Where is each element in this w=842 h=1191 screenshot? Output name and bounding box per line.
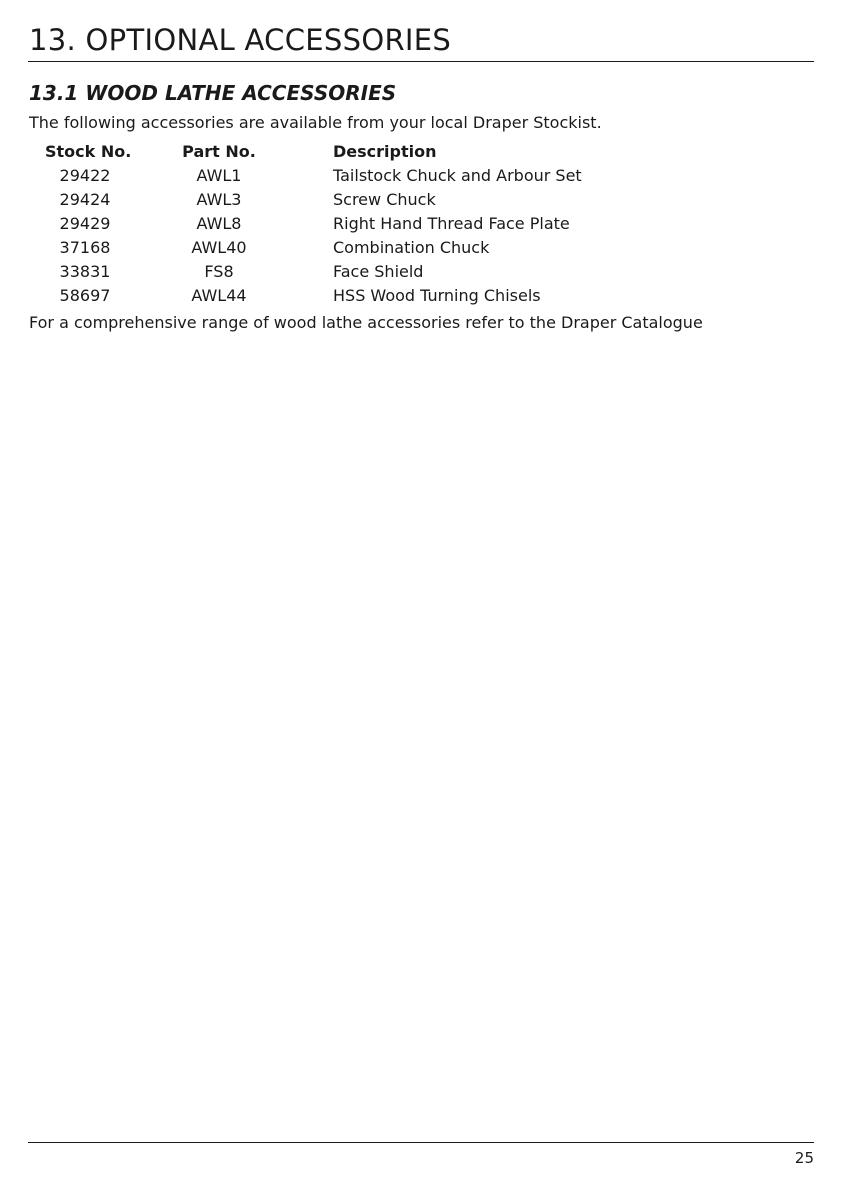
page-number: 25 <box>794 1149 814 1167</box>
header-description: Description <box>333 142 437 161</box>
table-row <box>29 236 749 260</box>
cell-stock-no: 58697 <box>59 286 111 305</box>
cell-part-no: AWL8 <box>196 214 242 233</box>
header-part-no: Part No. <box>182 142 256 161</box>
header-stock-no: Stock No. <box>45 142 132 161</box>
table-row <box>29 212 749 236</box>
cell-stock-no: 29422 <box>59 166 111 185</box>
page-title: 13. OPTIONAL ACCESSORIES <box>29 23 452 57</box>
cell-description: Face Shield <box>333 262 424 281</box>
cell-stock-no: 33831 <box>59 262 111 281</box>
table-row <box>29 260 749 284</box>
cell-description: Combination Chuck <box>333 238 490 257</box>
cell-part-no: AWL1 <box>196 166 242 185</box>
intro-text: The following accessories are available from your local Draper Stockist. <box>29 113 602 132</box>
cell-part-no: AWL44 <box>191 286 247 305</box>
table-row <box>29 284 749 308</box>
cell-stock-no: 29424 <box>59 190 111 209</box>
catalogue-note: For a comprehensive range of wood lathe accessories refer to the Draper Catalogue <box>29 313 703 332</box>
section-title: 13.1 WOOD LATHE ACCESSORIES <box>29 81 397 105</box>
cell-stock-no: 29429 <box>59 214 111 233</box>
accessories-table <box>29 140 749 308</box>
footer-divider <box>28 1142 814 1143</box>
title-divider <box>28 61 814 62</box>
cell-description: Screw Chuck <box>333 190 436 209</box>
table-row <box>29 164 749 188</box>
cell-part-no: AWL40 <box>191 238 247 257</box>
cell-description: Right Hand Thread Face Plate <box>333 214 570 233</box>
table-row <box>29 188 749 212</box>
cell-stock-no: 37168 <box>59 238 111 257</box>
table-header-row <box>29 140 749 164</box>
cell-description: Tailstock Chuck and Arbour Set <box>333 166 582 185</box>
cell-part-no: FS8 <box>204 262 234 281</box>
cell-part-no: AWL3 <box>196 190 242 209</box>
cell-description: HSS Wood Turning Chisels <box>333 286 541 305</box>
